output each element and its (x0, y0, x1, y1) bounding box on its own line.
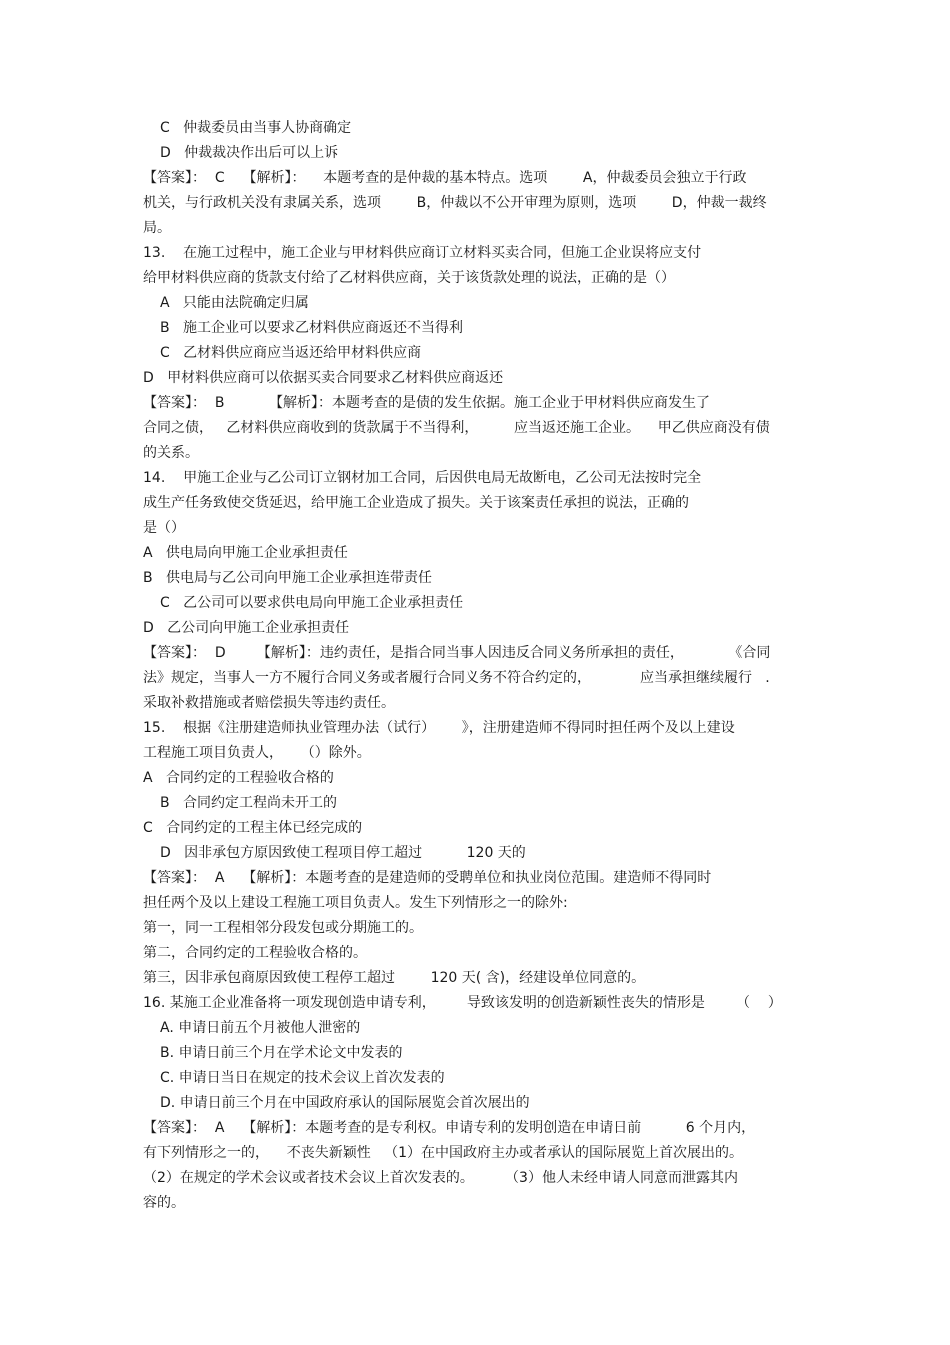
option-c-q13: C 乙材料供应商应当返还给甲材料供应商 (160, 345, 422, 361)
option-d-q12: D 仲裁裁决作出后可以上诉 (160, 145, 339, 161)
answer-q14: 【答案】： D 【解析】：违约责任，是指合同当事人因违反合同义务所承担的责任， 《合同 (143, 645, 771, 661)
option-a-q14: A 供电局向甲施工企业承担责任 (143, 545, 348, 561)
option-a-q15: A 合同约定的工程验收合格的 (143, 770, 334, 786)
option-b-q14: B 供电局与乙公司向甲施工企业承担连带责任 (143, 570, 432, 586)
answer-q16-line2: 有下列情形之一的， 不丧失新颖性 （1）在中国政府主办或者承认的国际展览上首次展出的。 (143, 1145, 744, 1161)
option-d-q14: D 乙公司向甲施工企业承担责任 (143, 620, 350, 636)
question-16: 16. 某施工企业准备将一项发现创造申请专利， 导致该发明的创造新颖性丧失的情形是 （ ） (143, 995, 782, 1011)
answer-q14-line3: 采取补救措施或者赔偿损失等违约责任。 (143, 695, 395, 711)
answer-q12-line2: 机关，与行政机关没有隶属关系，选项 B，仲裁以不公开审理为原则，选项 D，仲裁一裁终 (143, 195, 767, 211)
answer-q16: 【答案】： A 【解析】：本题考查的是专利权。申请专利的发明创造在申请日前 6 个月内， (143, 1120, 756, 1136)
answer-q13: 【答案】： B 【解析】：本题考查的是债的发生依据。施工企业于甲材料供应商发生了 (143, 395, 711, 411)
question-15: 15. 根据《注册建造师执业管理办法（试行） 》，注册建造师不得同时担任两个及以上建设 (143, 720, 735, 736)
question-14-line2: 成生产任务致使交货延迟，给甲施工企业造成了损失。关于该案责任承担的说法，正确的 (143, 495, 689, 511)
answer-q15-item1: 第一，同一工程相邻分段发包或分期施工的。 (143, 920, 423, 936)
answer-q16-line3: （2）在规定的学术会议或者技术会议上首次发表的。 （3）他人未经申请人同意而泄露其内 (143, 1170, 738, 1186)
option-c-q15: C 合同约定的工程主体已经完成的 (143, 820, 363, 836)
answer-q15: 【答案】： A 【解析】：本题考查的是建造师的受聘单位和执业岗位范围。建造师不得同时 (143, 870, 712, 886)
question-14: 14. 甲施工企业与乙公司订立钢材加工合同，后因供电局无故断电，乙公司无法按时完全 (143, 470, 702, 486)
answer-q15-line2: 担任两个及以上建设工程施工项目负责人。发生下列情形之一的除外: (143, 895, 568, 911)
answer-q13-line3: 的关系。 (143, 445, 199, 461)
answer-q13-line2: 合同之债， 乙材料供应商收到的货款属于不当得利， 应当返还施工企业。 甲乙供应商没有债 (143, 420, 770, 436)
option-c-q14: C 乙公司可以要求供电局向甲施工企业承担责任 (160, 595, 464, 611)
answer-q15-item2: 第二，合同约定的工程验收合格的。 (143, 945, 367, 961)
question-14-line3: 是（） (143, 520, 185, 536)
option-b-q13: B 施工企业可以要求乙材料供应商返还不当得利 (160, 320, 463, 336)
question-13: 13. 在施工过程中，施工企业与甲材料供应商订立材料买卖合同，但施工企业误将应支付 (143, 245, 702, 261)
question-15-line2: 工程施工项目负责人， （）除外。 (143, 745, 371, 761)
option-d-q16: D. 申请日前三个月在中国政府承认的国际展览会首次展出的 (160, 1095, 530, 1111)
option-c-q12: C 仲裁委员由当事人协商确定 (160, 120, 352, 136)
option-b-q15: B 合同约定工程尚未开工的 (160, 795, 337, 811)
question-13-line2: 给甲材料供应商的货款支付给了乙材料供应商，关于该货款处理的说法，正确的是（） (143, 270, 675, 286)
answer-q12-line3: 局。 (143, 220, 171, 236)
answer-q15-item3: 第三，因非承包商原因致使工程停工超过 120 天( 含)，经建设单位同意的。 (143, 970, 646, 986)
option-c-q16: C. 申请日当日在规定的技术会议上首次发表的 (160, 1070, 445, 1086)
option-d-q15: D 因非承包方原因致使工程项目停工超过 120 天的 (160, 845, 526, 861)
answer-q14-line2: 法》规定，当事人一方不履行合同义务或者履行合同义务不符合约定的， 应当承担继续履行 . (143, 670, 770, 686)
answer-q16-line4: 容的。 (143, 1195, 185, 1211)
option-d-q13: D 甲材料供应商可以依据买卖合同要求乙材料供应商返还 (143, 370, 504, 386)
option-a-q16: A. 申请日前五个月被他人泄密的 (160, 1020, 361, 1036)
option-b-q16: B. 申请日前三个月在学术论文中发表的 (160, 1045, 403, 1061)
answer-q12: 【答案】： C 【解析】： 本题考查的是仲裁的基本特点。选项 A，仲裁委员会独立于行政 (143, 170, 747, 186)
option-a-q13: A 只能由法院确定归属 (160, 295, 309, 311)
